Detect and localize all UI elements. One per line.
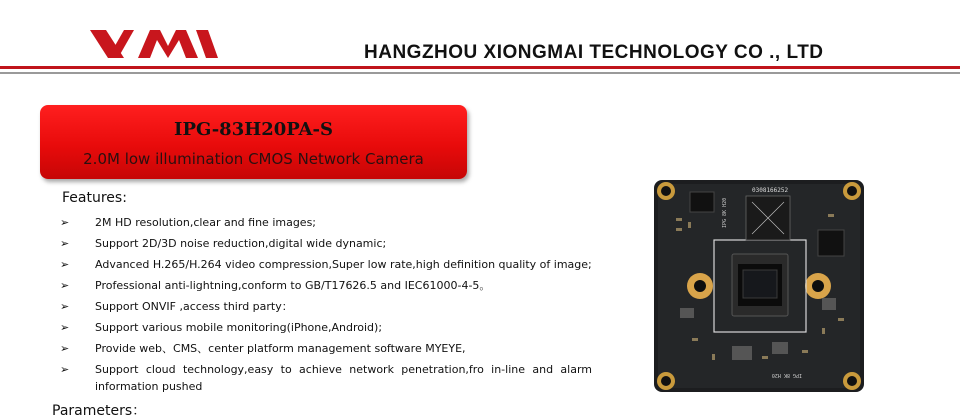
feature-text: 2M HD resolution,clear and fine images; — [95, 216, 317, 229]
list-item — [60, 235, 592, 252]
feature-text: Support ONVIF ,access third party： — [95, 300, 293, 313]
feature-text: Support 2D/3D noise reduction,digital wide dynamic; — [95, 237, 387, 250]
arrow-bullet-icon: ➢ — [60, 363, 70, 376]
board-label-top: 0308166252 — [752, 187, 789, 194]
list-item — [60, 361, 592, 395]
header-rule-gray — [0, 72, 960, 74]
features-heading: Features: — [62, 190, 127, 206]
product-model: IPG-83H20PA-S — [174, 119, 333, 140]
feature-text-line: Support cloud technology,easy to achieve network penetration,fro in-line and alarm — [95, 363, 592, 376]
header-rule-red — [0, 66, 960, 69]
camera-board-image — [652, 178, 866, 394]
list-item — [60, 256, 592, 273]
arrow-bullet-icon: ➢ — [60, 237, 70, 250]
feature-text: Support various mobile monitoring(iPhone,Android); — [95, 321, 383, 334]
list-item — [60, 340, 592, 357]
board-label-bottom: IPG 8K H20 — [771, 372, 802, 378]
features-list — [60, 214, 592, 399]
arrow-bullet-icon: ➢ — [60, 279, 70, 292]
list-item — [60, 298, 592, 315]
product-subtitle: 2.0M low illumination CMOS Network Camera — [83, 150, 424, 168]
company-name: HANGZHOU XIONGMAI TECHNOLOGY CO ., LTD — [364, 42, 824, 63]
parameters-heading: Parameters： — [52, 403, 147, 419]
feature-text: Provide web、CMS、center platform management software MYEYE, — [95, 342, 466, 355]
arrow-bullet-icon: ➢ — [60, 321, 70, 334]
feature-text — [95, 361, 592, 395]
arrow-bullet-icon: ➢ — [60, 258, 70, 271]
feature-text: Advanced H.265/H.264 video compression,Super low rate,high definition quality of image; — [95, 258, 592, 271]
list-item — [60, 277, 592, 294]
arrow-bullet-icon: ➢ — [60, 300, 70, 313]
feature-text: Professional anti-lightning,conform to GB/T17626.5 and IEC61000-4-5。 — [95, 279, 491, 292]
list-item — [60, 214, 592, 231]
feature-text-continuation: information pushed — [95, 380, 203, 393]
product-banner — [40, 105, 467, 179]
xiongmai-logo — [88, 22, 220, 66]
board-label-mid: IPG 8K H20 — [722, 197, 728, 228]
arrow-bullet-icon: ➢ — [60, 216, 70, 229]
arrow-bullet-icon: ➢ — [60, 342, 70, 355]
list-item — [60, 319, 592, 336]
